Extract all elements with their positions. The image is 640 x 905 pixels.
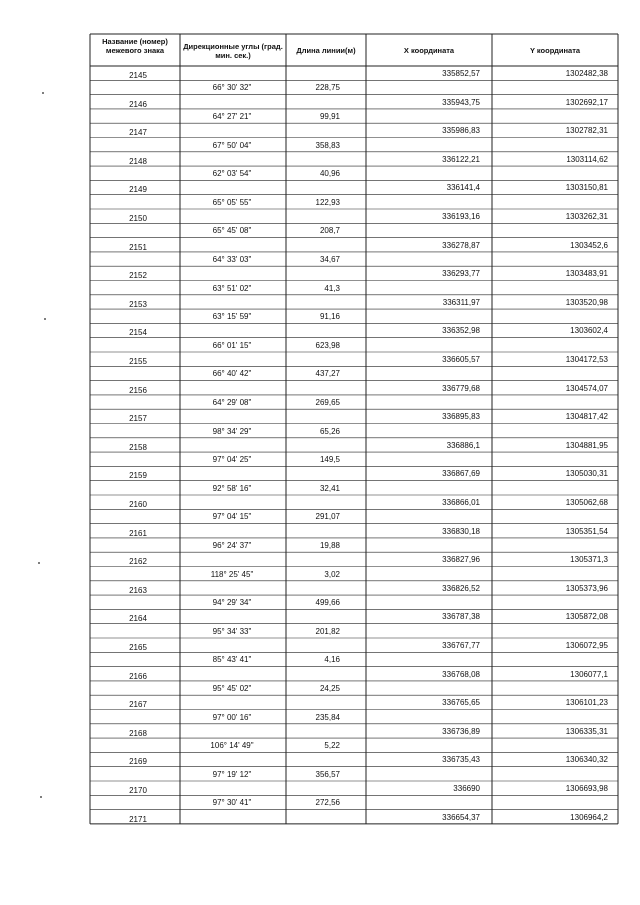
x-coordinate: 336768,08 (442, 669, 480, 679)
point-name: 2161 (129, 528, 147, 538)
x-coordinate: 336122,21 (442, 154, 480, 164)
point-name: 2145 (129, 71, 147, 80)
x-coordinate: 336867,69 (442, 469, 480, 479)
point-name: 2171 (129, 814, 147, 824)
y-coordinate: 1306964,2 (570, 812, 608, 822)
direction-angle: 65° 45' 08" (212, 226, 252, 236)
scan-speck (42, 92, 44, 94)
y-coordinate: 1303262,31 (565, 212, 608, 221)
scan-speck (44, 318, 46, 320)
point-name: 2158 (129, 442, 147, 452)
x-coordinate: 336278,87 (442, 240, 480, 250)
direction-angle: 64° 27' 21" (212, 111, 252, 121)
direction-angle: 66° 01' 15" (212, 340, 252, 350)
line-length: 4,16 (324, 655, 340, 665)
x-coordinate: 336866,01 (442, 498, 480, 507)
line-length: 228,75 (315, 83, 340, 93)
x-coordinate: 336736,89 (442, 726, 480, 736)
y-coordinate: 1306072,95 (565, 641, 608, 650)
x-coordinate: 336765,65 (442, 698, 480, 708)
point-name: 2163 (129, 585, 147, 595)
header-name: Название (номер) межевого знака (102, 37, 168, 55)
point-name: 2148 (129, 156, 147, 166)
x-coordinate: 336141,4 (446, 183, 480, 193)
point-name: 2164 (129, 614, 147, 624)
line-length: 122,93 (315, 197, 340, 207)
header-length: Длина линии(м) (296, 46, 356, 55)
x-coordinate: 336690 (453, 784, 480, 793)
direction-angle: 66° 30' 32" (212, 83, 252, 93)
point-name: 2150 (129, 214, 147, 223)
point-name: 2160 (129, 500, 147, 509)
direction-angle: 85° 43' 41" (212, 655, 252, 665)
line-length: 437,27 (315, 369, 340, 379)
point-name: 2149 (129, 185, 147, 195)
y-coordinate: 1305351,54 (565, 526, 608, 536)
y-coordinate: 1305371,3 (570, 555, 608, 565)
y-coordinate: 1306340,32 (565, 755, 608, 765)
y-coordinate: 1302482,38 (565, 69, 608, 78)
x-coordinate: 335986,83 (442, 126, 480, 136)
line-length: 358,83 (315, 140, 340, 150)
line-length: 40,96 (319, 169, 340, 179)
line-length: 3,02 (324, 569, 340, 579)
point-name: 2147 (129, 128, 147, 138)
line-length: 99,91 (319, 111, 340, 121)
line-length: 19,88 (319, 540, 340, 550)
direction-angle: 106° 14' 49" (210, 741, 254, 751)
y-coordinate: 1305373,96 (565, 583, 608, 593)
line-length: 291,07 (315, 512, 340, 522)
point-name: 2170 (129, 786, 147, 795)
x-coordinate: 336654,37 (442, 812, 480, 822)
y-coordinate: 1304817,42 (565, 412, 608, 422)
direction-angle: 92° 58' 16" (212, 483, 252, 493)
x-coordinate: 336779,68 (442, 383, 480, 393)
scan-speck (38, 562, 40, 564)
point-name: 2156 (129, 385, 147, 395)
direction-angle: 94° 29' 34" (212, 598, 252, 608)
point-name: 2157 (129, 414, 147, 424)
y-coordinate: 1303452,6 (570, 240, 608, 250)
line-length: 34,67 (319, 254, 340, 264)
x-coordinate: 336895,83 (442, 412, 480, 422)
direction-angle: 97° 30' 41" (212, 798, 252, 808)
line-length: 208,7 (319, 226, 340, 236)
line-length: 201,82 (315, 626, 340, 636)
line-length: 24,25 (319, 683, 340, 693)
x-coordinate: 336886,1 (446, 440, 480, 450)
x-coordinate: 336767,77 (442, 641, 480, 650)
y-coordinate: 1306077,1 (570, 669, 608, 679)
y-coordinate: 1305030,31 (565, 469, 608, 479)
line-length: 32,41 (319, 483, 340, 493)
point-name: 2162 (129, 557, 147, 567)
point-name: 2146 (129, 99, 147, 109)
point-name: 2151 (129, 242, 147, 252)
y-coordinate: 1303520,98 (565, 297, 608, 307)
direction-angle: 118° 25' 45" (210, 569, 254, 579)
direction-angle: 95° 34' 33" (212, 626, 252, 636)
line-length: 272,56 (315, 798, 340, 808)
point-name: 2169 (129, 757, 147, 767)
header-angle: Дирекционные углы (град. мин. сек.) (183, 42, 283, 60)
header-y: Y координата (529, 46, 581, 55)
line-length: 149,5 (319, 455, 340, 465)
x-coordinate: 336787,38 (442, 612, 480, 622)
x-coordinate: 336826,52 (442, 583, 480, 593)
line-length: 623,98 (315, 340, 340, 350)
direction-angle: 63° 15' 59" (212, 312, 252, 322)
y-coordinate: 1303114,62 (566, 154, 608, 164)
point-name: 2154 (129, 328, 147, 338)
point-name: 2168 (129, 728, 147, 738)
y-coordinate: 1304172,53 (565, 355, 608, 364)
y-coordinate: 1305062,68 (565, 498, 608, 507)
direction-angle: 62° 03' 54" (212, 169, 252, 179)
direction-angle: 98° 34' 29" (212, 426, 252, 436)
y-coordinate: 1303150,81 (565, 183, 608, 193)
point-name: 2167 (129, 700, 147, 710)
point-name: 2152 (129, 271, 147, 281)
line-length: 91,16 (319, 312, 340, 322)
x-coordinate: 335943,75 (442, 97, 480, 107)
x-coordinate: 336830,18 (442, 526, 480, 536)
line-length: 65,26 (319, 426, 340, 436)
direction-angle: 97° 04' 15" (212, 512, 252, 522)
x-coordinate: 335852,57 (442, 69, 480, 78)
direction-angle: 64° 33' 03" (212, 254, 252, 264)
line-length: 5,22 (324, 741, 340, 751)
header-x: X координата (403, 46, 455, 55)
x-coordinate: 336605,57 (442, 355, 480, 364)
point-name: 2159 (129, 471, 147, 481)
x-coordinate: 336193,16 (442, 212, 480, 221)
point-name: 2155 (129, 357, 147, 366)
scan-speck (40, 796, 42, 798)
line-length: 235,84 (315, 712, 340, 722)
y-coordinate: 1305872,08 (565, 612, 608, 622)
line-length: 356,57 (315, 769, 340, 779)
y-coordinate: 1302782,31 (565, 126, 608, 136)
line-length: 499,66 (315, 598, 340, 608)
y-coordinate: 1306101,23 (565, 698, 608, 708)
y-coordinate: 1306335,31 (565, 726, 608, 736)
x-coordinate: 336293,77 (442, 269, 480, 279)
x-coordinate: 336311,97 (442, 297, 480, 307)
y-coordinate: 1302692,17 (565, 97, 608, 107)
direction-angle: 66° 40' 42" (212, 369, 252, 379)
direction-angle: 63° 51' 02" (212, 283, 252, 293)
direction-angle: 65° 05' 55" (212, 197, 252, 207)
y-coordinate: 1306693,98 (565, 784, 608, 793)
direction-angle: 97° 04' 25" (212, 455, 252, 465)
direction-angle: 97° 00' 16" (212, 712, 252, 722)
point-name: 2166 (129, 671, 147, 681)
x-coordinate: 336827,96 (442, 555, 480, 565)
point-name: 2153 (129, 299, 147, 309)
y-coordinate: 1303483,91 (565, 269, 608, 279)
direction-angle: 97° 19' 12" (212, 769, 252, 779)
direction-angle: 64° 29' 08" (212, 397, 252, 407)
x-coordinate: 336735,43 (442, 755, 480, 765)
y-coordinate: 1303602,4 (570, 326, 608, 336)
direction-angle: 96° 24' 37" (212, 540, 252, 550)
y-coordinate: 1304881,95 (565, 440, 608, 450)
line-length: 41,3 (324, 283, 340, 293)
direction-angle: 95° 45' 02" (212, 683, 252, 693)
y-coordinate: 1304574,07 (565, 383, 608, 393)
line-length: 269,65 (315, 397, 340, 407)
direction-angle: 67° 50' 04" (212, 140, 252, 150)
point-name: 2165 (129, 643, 147, 652)
x-coordinate: 336352,98 (442, 326, 480, 336)
